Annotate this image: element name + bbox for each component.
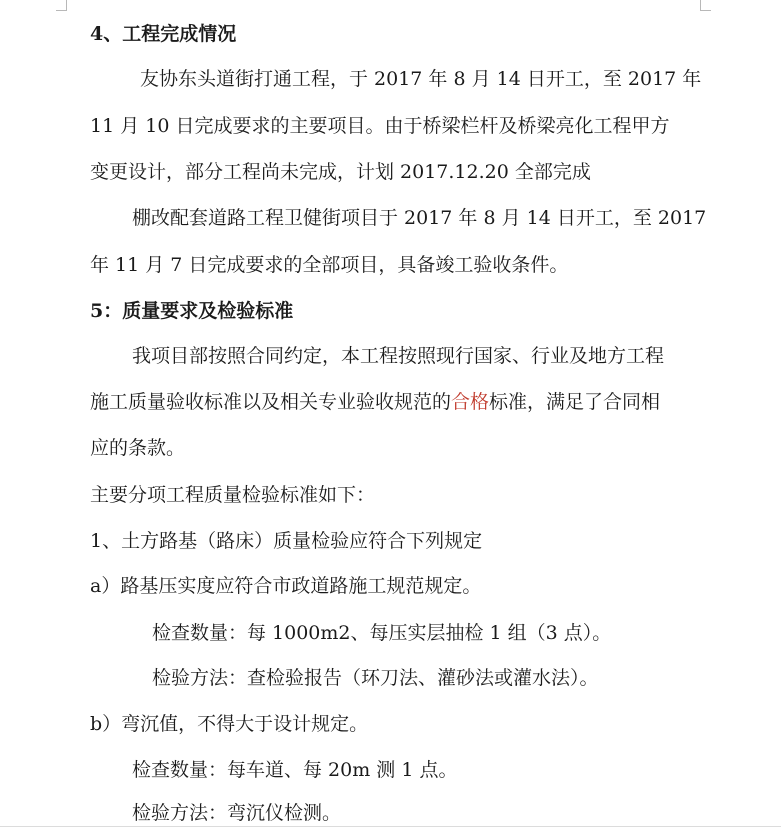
text-segment: 标准，满足了合同相 (489, 391, 661, 413)
section-5-paragraph-line-3: 应的条款。 (90, 437, 186, 459)
section-4-paragraph-1-line-2: 11 月 10 日完成要求的主要项目。由于桥梁栏杆及桥梁亮化工程甲方 (90, 115, 670, 137)
item-a-title: a）路基压实度应符合市政道路施工规范规定。 (90, 575, 482, 597)
section-4-paragraph-1-line-3: 变更设计，部分工程尚未完成，计划 2017.12.20 全部完成 (90, 161, 591, 183)
highlighted-text: 合格 (451, 391, 490, 413)
section-5-paragraph-line-2 (90, 390, 660, 414)
section-5-heading: 5：质量要求及检验标准 (90, 300, 294, 322)
crop-mark-top-right-h (700, 10, 711, 11)
item-a-check-quantity: 检查数量：每 1000m2、每压实层抽检 1 组（3 点）。 (152, 622, 612, 644)
crop-mark-top-right (700, 0, 701, 10)
item-b-check-quantity: 检查数量：每车道、每 20m 测 1 点。 (132, 759, 458, 781)
standards-intro: 主要分项工程质量检验标准如下： (90, 484, 376, 506)
item-1-title: 1、土方路基（路床）质量检验应符合下列规定 (90, 530, 483, 552)
section-4-paragraph-2-line-1: 棚改配套道路工程卫健街项目于 2017 年 8 月 14 日开工，至 2017 (132, 207, 707, 229)
section-4-paragraph-2-line-2: 年 11 月 7 日完成要求的全部项目，具备竣工验收条件。 (90, 254, 569, 276)
crop-mark-top-left (66, 0, 67, 10)
text-segment: 施工质量验收标准以及相关专业验收规范的 (90, 391, 452, 413)
item-b-title: b）弯沉值，不得大于设计规定。 (90, 713, 369, 735)
item-a-check-method: 检验方法：查检验报告（环刀法、灌砂法或灌水法）。 (152, 667, 599, 689)
item-b-check-method: 检验方法：弯沉仪检测。 (132, 802, 342, 824)
page-bottom-edge (0, 826, 781, 827)
section-4-heading: 4、工程完成情况 (90, 23, 237, 45)
crop-mark-top-left-h (56, 10, 67, 11)
section-4-paragraph-1-line-1: 友协东头道街打通工程，于 2017 年 8 月 14 日开工，至 2017 年 (140, 68, 702, 90)
section-5-paragraph-line-1: 我项目部按照合同约定，本工程按照现行国家、行业及地方工程 (132, 345, 665, 367)
